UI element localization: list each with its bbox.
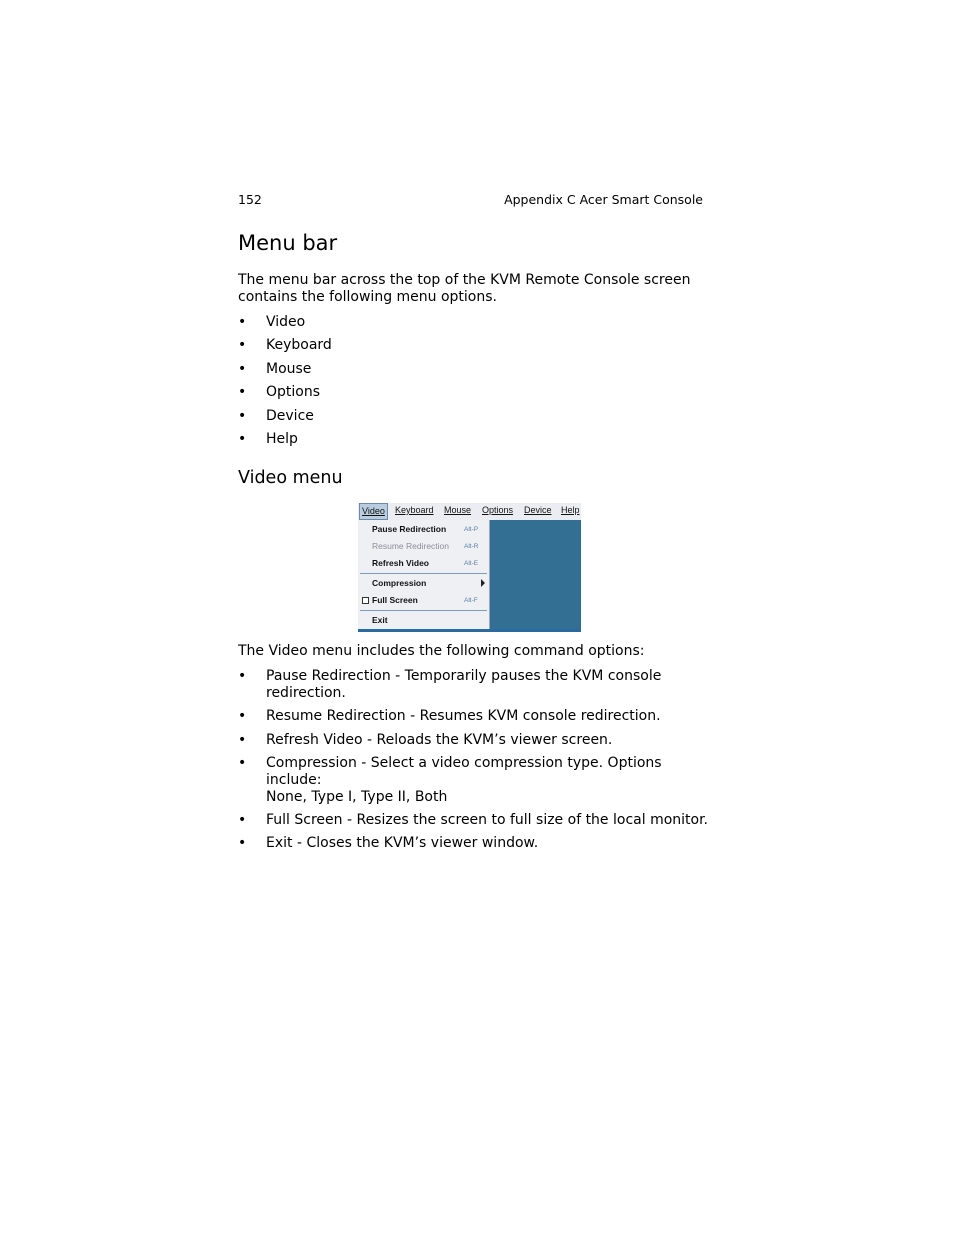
list-item: • Options [238, 384, 321, 401]
screenshot-bottom-edge [358, 629, 581, 632]
menu-mouse[interactable]: Mouse [444, 505, 472, 515]
compression-item[interactable]: Compression [372, 578, 427, 588]
menu-help[interactable]: Help [561, 505, 580, 515]
resume-redirection-item: Resume Redirection [372, 541, 450, 551]
pause-redirection-item[interactable]: Pause Redirection [372, 524, 447, 534]
menu-separator [360, 610, 487, 611]
exit-item[interactable]: Exit [372, 615, 388, 625]
menu-options-list [238, 314, 332, 454]
list-item: • Refresh Video - Reloads the KVM’s viewer screen. [238, 731, 613, 748]
submenu-arrow-icon [481, 579, 485, 587]
screenshot-menubar [358, 503, 581, 520]
list-item: • Mouse [238, 360, 312, 377]
menu-separator [360, 573, 487, 574]
refresh-video-item[interactable]: Refresh Video [372, 558, 430, 568]
video-menu-heading: Video menu [238, 468, 343, 488]
menu-device[interactable]: Device [524, 505, 552, 515]
list-item: • Help [238, 430, 298, 447]
menu-options[interactable]: Options [482, 505, 514, 515]
full-screen-item[interactable]: Full Screen [372, 595, 418, 605]
video-dropdown [358, 520, 490, 632]
accelerator: Alt-E [464, 560, 479, 567]
checkbox-icon[interactable] [362, 597, 369, 604]
menu-video[interactable]: Video [359, 503, 388, 520]
menu-bar-intro [238, 272, 708, 306]
accelerator: Alt-P [464, 526, 479, 533]
list-item: • Video [238, 314, 306, 330]
list-item: • Exit - Closes the KVM’s viewer window. [238, 835, 539, 852]
video-menu-screenshot [358, 503, 581, 632]
list-item: • Compression - Select a video compression type. Options include: None, Type I, Type II, Both [238, 754, 662, 805]
menu-bar-heading: Menu bar [238, 231, 338, 255]
video-options-list [238, 668, 708, 859]
intro-line: The menu bar across the top of the KVM Remote Console screen [238, 272, 691, 288]
video-menu-intro: The Video menu includes the following command options: [238, 643, 645, 659]
list-item: • Full Screen - Resizes the screen to full size of the local monitor. [238, 812, 709, 829]
menu-keyboard[interactable]: Keyboard [395, 505, 434, 515]
list-item: • Pause Redirection - Temporarily pauses the KVM console redirection. [238, 668, 662, 701]
running-header: Appendix C Acer Smart Console [504, 192, 703, 207]
accelerator: Alt-R [464, 543, 479, 550]
list-item: • Keyboard [238, 337, 332, 354]
accelerator: Alt-F [464, 597, 478, 604]
list-item: • Device [238, 407, 314, 424]
list-item: • Resume Redirection - Resumes KVM console redirection. [238, 708, 661, 725]
intro-line: contains the following menu options. [238, 289, 497, 305]
page-number: 152 [238, 192, 262, 207]
